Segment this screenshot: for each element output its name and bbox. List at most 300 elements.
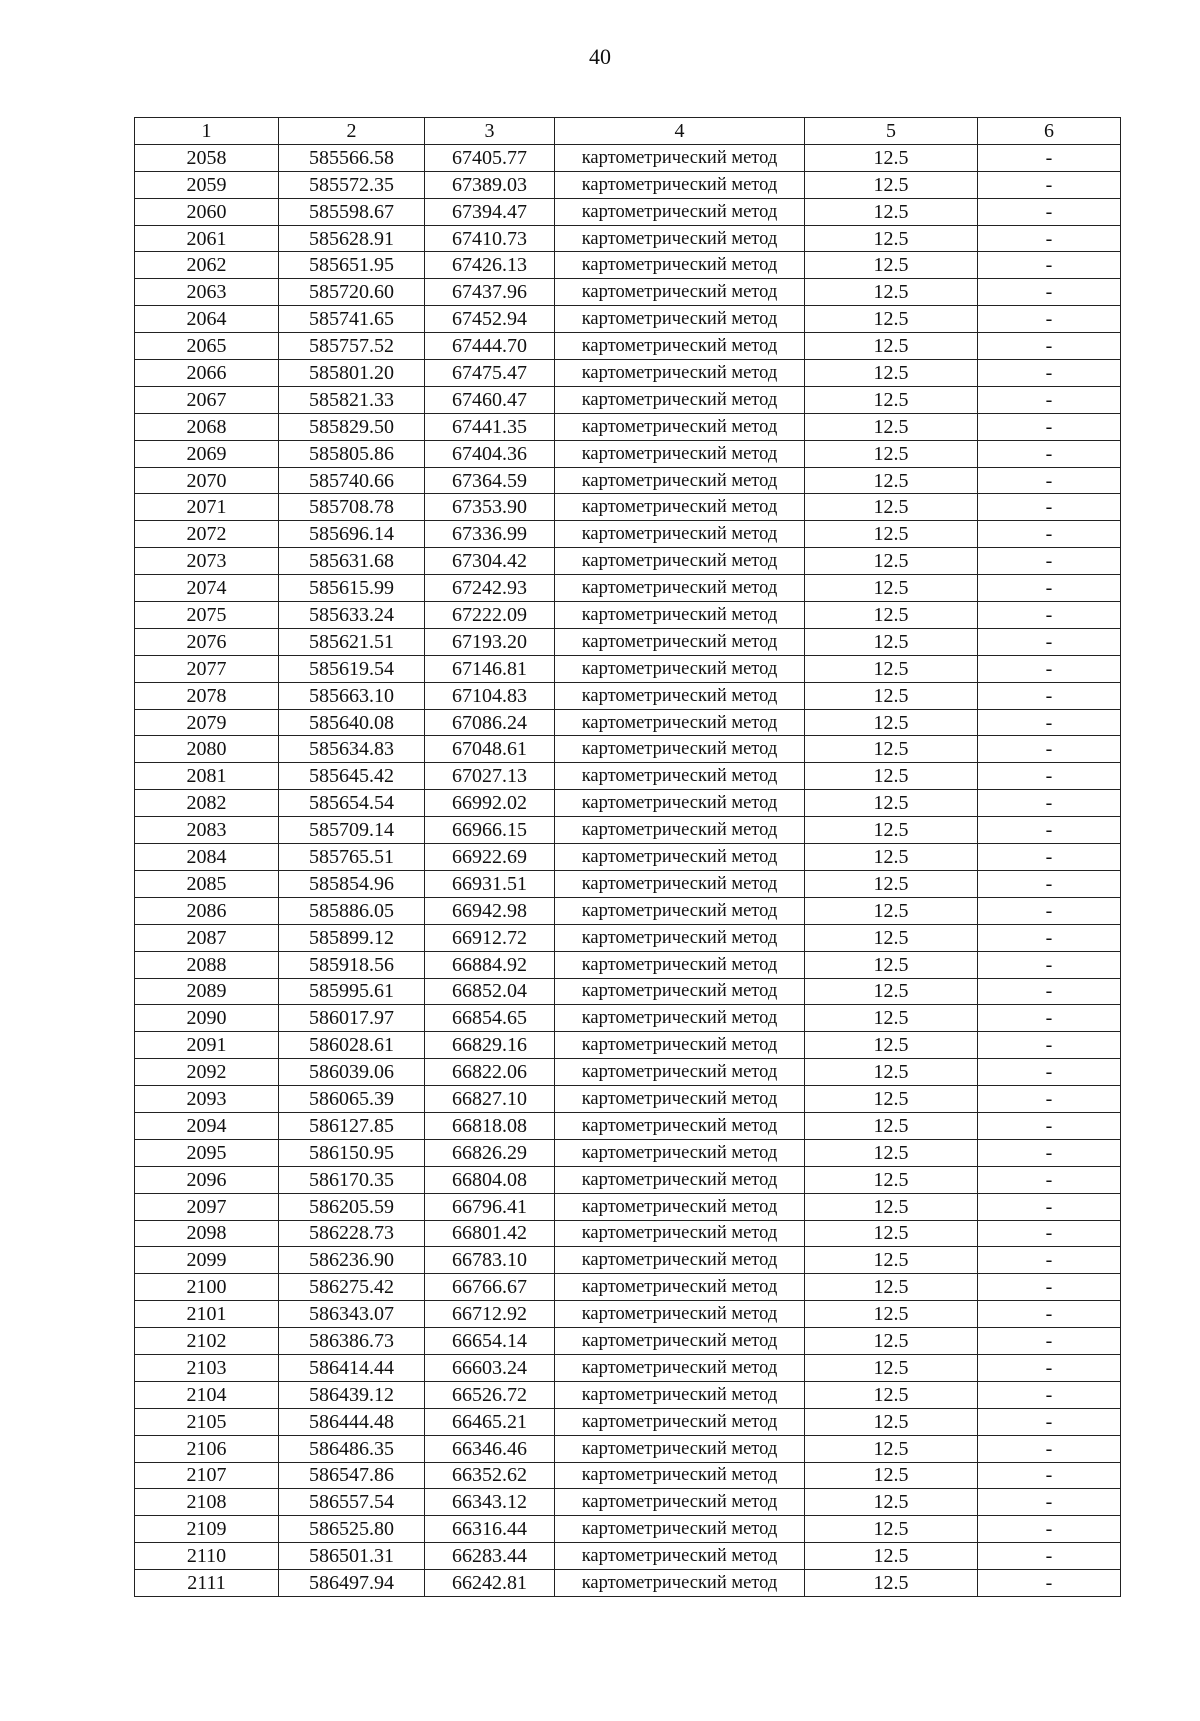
table-row bbox=[135, 1462, 1121, 1489]
point-number-cell: 2098 bbox=[135, 1220, 279, 1247]
point-number-cell: 2064 bbox=[135, 306, 279, 333]
table-row bbox=[135, 144, 1121, 171]
point-number-cell: 2091 bbox=[135, 1032, 279, 1059]
y-coordinate-cell: 66352.62 bbox=[425, 1462, 555, 1489]
method-cell: картометрический метод bbox=[555, 198, 805, 225]
note-cell: - bbox=[978, 1489, 1121, 1516]
x-coordinate-cell: 586444.48 bbox=[279, 1408, 425, 1435]
table-row bbox=[135, 1489, 1121, 1516]
method-cell: картометрический метод bbox=[555, 897, 805, 924]
method-cell: картометрический метод bbox=[555, 1543, 805, 1570]
x-coordinate-cell: 585708.78 bbox=[279, 494, 425, 521]
y-coordinate-cell: 67426.13 bbox=[425, 252, 555, 279]
note-cell: - bbox=[978, 1005, 1121, 1032]
x-coordinate-cell: 585696.14 bbox=[279, 521, 425, 548]
note-cell: - bbox=[978, 1274, 1121, 1301]
x-coordinate-cell: 585757.52 bbox=[279, 333, 425, 360]
accuracy-cell: 12.5 bbox=[805, 628, 978, 655]
note-cell: - bbox=[978, 1301, 1121, 1328]
table-row bbox=[135, 467, 1121, 494]
accuracy-cell: 12.5 bbox=[805, 924, 978, 951]
note-cell: - bbox=[978, 978, 1121, 1005]
x-coordinate-cell: 585654.54 bbox=[279, 790, 425, 817]
method-cell: картометрический метод bbox=[555, 1005, 805, 1032]
table-row bbox=[135, 548, 1121, 575]
accuracy-cell: 12.5 bbox=[805, 440, 978, 467]
method-cell: картометрический метод bbox=[555, 1166, 805, 1193]
x-coordinate-cell: 585854.96 bbox=[279, 870, 425, 897]
point-number-cell: 2099 bbox=[135, 1247, 279, 1274]
note-cell: - bbox=[978, 817, 1121, 844]
method-cell: картометрический метод bbox=[555, 978, 805, 1005]
note-cell: - bbox=[978, 1059, 1121, 1086]
y-coordinate-cell: 67193.20 bbox=[425, 628, 555, 655]
note-cell: - bbox=[978, 951, 1121, 978]
point-number-cell: 2111 bbox=[135, 1570, 279, 1597]
method-cell: картометрический метод bbox=[555, 709, 805, 736]
point-number-cell: 2088 bbox=[135, 951, 279, 978]
method-cell: картометрический метод bbox=[555, 790, 805, 817]
x-coordinate-cell: 585740.66 bbox=[279, 467, 425, 494]
point-number-cell: 2075 bbox=[135, 602, 279, 629]
note-cell: - bbox=[978, 1543, 1121, 1570]
accuracy-cell: 12.5 bbox=[805, 1005, 978, 1032]
table-row bbox=[135, 817, 1121, 844]
y-coordinate-cell: 66826.29 bbox=[425, 1139, 555, 1166]
accuracy-cell: 12.5 bbox=[805, 494, 978, 521]
note-cell: - bbox=[978, 1220, 1121, 1247]
note-cell: - bbox=[978, 736, 1121, 763]
y-coordinate-cell: 67389.03 bbox=[425, 171, 555, 198]
y-coordinate-cell: 67437.96 bbox=[425, 279, 555, 306]
accuracy-cell: 12.5 bbox=[805, 682, 978, 709]
note-cell: - bbox=[978, 360, 1121, 387]
y-coordinate-cell: 67394.47 bbox=[425, 198, 555, 225]
table-row bbox=[135, 1570, 1121, 1597]
y-coordinate-cell: 66804.08 bbox=[425, 1166, 555, 1193]
x-coordinate-cell: 586228.73 bbox=[279, 1220, 425, 1247]
x-coordinate-cell: 585631.68 bbox=[279, 548, 425, 575]
table-row bbox=[135, 1220, 1121, 1247]
table-row bbox=[135, 279, 1121, 306]
x-coordinate-cell: 585598.67 bbox=[279, 198, 425, 225]
note-cell: - bbox=[978, 252, 1121, 279]
table-row bbox=[135, 682, 1121, 709]
note-cell: - bbox=[978, 709, 1121, 736]
method-cell: картометрический метод bbox=[555, 1354, 805, 1381]
point-number-cell: 2087 bbox=[135, 924, 279, 951]
note-cell: - bbox=[978, 575, 1121, 602]
point-number-cell: 2059 bbox=[135, 171, 279, 198]
y-coordinate-cell: 66316.44 bbox=[425, 1516, 555, 1543]
note-cell: - bbox=[978, 1112, 1121, 1139]
x-coordinate-cell: 586028.61 bbox=[279, 1032, 425, 1059]
accuracy-cell: 12.5 bbox=[805, 870, 978, 897]
accuracy-cell: 12.5 bbox=[805, 1328, 978, 1355]
accuracy-cell: 12.5 bbox=[805, 1086, 978, 1113]
x-coordinate-cell: 586439.12 bbox=[279, 1381, 425, 1408]
point-number-cell: 2068 bbox=[135, 413, 279, 440]
point-number-cell: 2109 bbox=[135, 1516, 279, 1543]
table-row bbox=[135, 413, 1121, 440]
table-row bbox=[135, 1301, 1121, 1328]
table-row bbox=[135, 225, 1121, 252]
accuracy-cell: 12.5 bbox=[805, 897, 978, 924]
point-number-cell: 2066 bbox=[135, 360, 279, 387]
point-number-cell: 2073 bbox=[135, 548, 279, 575]
table-row bbox=[135, 1516, 1121, 1543]
x-coordinate-cell: 585801.20 bbox=[279, 360, 425, 387]
y-coordinate-cell: 66783.10 bbox=[425, 1247, 555, 1274]
point-number-cell: 2090 bbox=[135, 1005, 279, 1032]
accuracy-cell: 12.5 bbox=[805, 386, 978, 413]
y-coordinate-cell: 66242.81 bbox=[425, 1570, 555, 1597]
accuracy-cell: 12.5 bbox=[805, 1489, 978, 1516]
y-coordinate-cell: 67404.36 bbox=[425, 440, 555, 467]
point-number-cell: 2095 bbox=[135, 1139, 279, 1166]
note-cell: - bbox=[978, 440, 1121, 467]
note-cell: - bbox=[978, 225, 1121, 252]
table-row bbox=[135, 521, 1121, 548]
method-cell: картометрический метод bbox=[555, 225, 805, 252]
x-coordinate-cell: 585663.10 bbox=[279, 682, 425, 709]
note-cell: - bbox=[978, 628, 1121, 655]
table-row bbox=[135, 870, 1121, 897]
accuracy-cell: 12.5 bbox=[805, 951, 978, 978]
note-cell: - bbox=[978, 333, 1121, 360]
x-coordinate-cell: 586039.06 bbox=[279, 1059, 425, 1086]
method-cell: картометрический метод bbox=[555, 467, 805, 494]
x-coordinate-cell: 586414.44 bbox=[279, 1354, 425, 1381]
y-coordinate-cell: 66603.24 bbox=[425, 1354, 555, 1381]
table-row bbox=[135, 360, 1121, 387]
point-number-cell: 2101 bbox=[135, 1301, 279, 1328]
accuracy-cell: 12.5 bbox=[805, 1139, 978, 1166]
method-cell: картометрический метод bbox=[555, 1408, 805, 1435]
header-cell-2: 2 bbox=[279, 118, 425, 145]
y-coordinate-cell: 66992.02 bbox=[425, 790, 555, 817]
table-row bbox=[135, 844, 1121, 871]
method-cell: картометрический метод bbox=[555, 870, 805, 897]
coordinates-table bbox=[134, 117, 1121, 1597]
point-number-cell: 2110 bbox=[135, 1543, 279, 1570]
x-coordinate-cell: 585918.56 bbox=[279, 951, 425, 978]
method-cell: картометрический метод bbox=[555, 1220, 805, 1247]
method-cell: картометрический метод bbox=[555, 1328, 805, 1355]
table-row bbox=[135, 602, 1121, 629]
y-coordinate-cell: 66526.72 bbox=[425, 1381, 555, 1408]
y-coordinate-cell: 67405.77 bbox=[425, 144, 555, 171]
method-cell: картометрический метод bbox=[555, 548, 805, 575]
note-cell: - bbox=[978, 1193, 1121, 1220]
y-coordinate-cell: 67452.94 bbox=[425, 306, 555, 333]
method-cell: картометрический метод bbox=[555, 844, 805, 871]
point-number-cell: 2077 bbox=[135, 655, 279, 682]
x-coordinate-cell: 585805.86 bbox=[279, 440, 425, 467]
y-coordinate-cell: 66854.65 bbox=[425, 1005, 555, 1032]
accuracy-cell: 12.5 bbox=[805, 655, 978, 682]
table-row bbox=[135, 978, 1121, 1005]
accuracy-cell: 12.5 bbox=[805, 1220, 978, 1247]
accuracy-cell: 12.5 bbox=[805, 709, 978, 736]
table-row bbox=[135, 628, 1121, 655]
y-coordinate-cell: 66818.08 bbox=[425, 1112, 555, 1139]
method-cell: картометрический метод bbox=[555, 1462, 805, 1489]
accuracy-cell: 12.5 bbox=[805, 1112, 978, 1139]
y-coordinate-cell: 67410.73 bbox=[425, 225, 555, 252]
point-number-cell: 2061 bbox=[135, 225, 279, 252]
point-number-cell: 2074 bbox=[135, 575, 279, 602]
y-coordinate-cell: 67048.61 bbox=[425, 736, 555, 763]
note-cell: - bbox=[978, 171, 1121, 198]
method-cell: картометрический метод bbox=[555, 1489, 805, 1516]
method-cell: картометрический метод bbox=[555, 413, 805, 440]
x-coordinate-cell: 585621.51 bbox=[279, 628, 425, 655]
note-cell: - bbox=[978, 1247, 1121, 1274]
table-row bbox=[135, 736, 1121, 763]
method-cell: картометрический метод bbox=[555, 1193, 805, 1220]
method-cell: картометрический метод bbox=[555, 386, 805, 413]
table-row bbox=[135, 1086, 1121, 1113]
x-coordinate-cell: 585615.99 bbox=[279, 575, 425, 602]
table-row bbox=[135, 655, 1121, 682]
table-row bbox=[135, 1408, 1121, 1435]
note-cell: - bbox=[978, 1435, 1121, 1462]
note-cell: - bbox=[978, 1166, 1121, 1193]
x-coordinate-cell: 586557.54 bbox=[279, 1489, 425, 1516]
method-cell: картометрический метод bbox=[555, 924, 805, 951]
accuracy-cell: 12.5 bbox=[805, 790, 978, 817]
point-number-cell: 2060 bbox=[135, 198, 279, 225]
x-coordinate-cell: 586017.97 bbox=[279, 1005, 425, 1032]
x-coordinate-cell: 585899.12 bbox=[279, 924, 425, 951]
method-cell: картометрический метод bbox=[555, 1112, 805, 1139]
y-coordinate-cell: 66852.04 bbox=[425, 978, 555, 1005]
y-coordinate-cell: 66822.06 bbox=[425, 1059, 555, 1086]
x-coordinate-cell: 586497.94 bbox=[279, 1570, 425, 1597]
x-coordinate-cell: 586386.73 bbox=[279, 1328, 425, 1355]
x-coordinate-cell: 586170.35 bbox=[279, 1166, 425, 1193]
table-row bbox=[135, 252, 1121, 279]
note-cell: - bbox=[978, 897, 1121, 924]
point-number-cell: 2105 bbox=[135, 1408, 279, 1435]
page-number: 40 bbox=[589, 44, 611, 69]
y-coordinate-cell: 66801.42 bbox=[425, 1220, 555, 1247]
point-number-cell: 2076 bbox=[135, 628, 279, 655]
accuracy-cell: 12.5 bbox=[805, 171, 978, 198]
table-row bbox=[135, 1139, 1121, 1166]
x-coordinate-cell: 585765.51 bbox=[279, 844, 425, 871]
point-number-cell: 2107 bbox=[135, 1462, 279, 1489]
y-coordinate-cell: 67242.93 bbox=[425, 575, 555, 602]
point-number-cell: 2080 bbox=[135, 736, 279, 763]
y-coordinate-cell: 67104.83 bbox=[425, 682, 555, 709]
point-number-cell: 2092 bbox=[135, 1059, 279, 1086]
note-cell: - bbox=[978, 1570, 1121, 1597]
method-cell: картометрический метод bbox=[555, 1032, 805, 1059]
method-cell: картометрический метод bbox=[555, 1274, 805, 1301]
point-number-cell: 2058 bbox=[135, 144, 279, 171]
x-coordinate-cell: 585633.24 bbox=[279, 602, 425, 629]
x-coordinate-cell: 585572.35 bbox=[279, 171, 425, 198]
accuracy-cell: 12.5 bbox=[805, 1516, 978, 1543]
y-coordinate-cell: 66712.92 bbox=[425, 1301, 555, 1328]
x-coordinate-cell: 585995.61 bbox=[279, 978, 425, 1005]
accuracy-cell: 12.5 bbox=[805, 1381, 978, 1408]
note-cell: - bbox=[978, 924, 1121, 951]
note-cell: - bbox=[978, 790, 1121, 817]
x-coordinate-cell: 586501.31 bbox=[279, 1543, 425, 1570]
table-row bbox=[135, 575, 1121, 602]
table-row bbox=[135, 1354, 1121, 1381]
table-row bbox=[135, 1193, 1121, 1220]
table-row bbox=[135, 1112, 1121, 1139]
y-coordinate-cell: 67444.70 bbox=[425, 333, 555, 360]
y-coordinate-cell: 66465.21 bbox=[425, 1408, 555, 1435]
x-coordinate-cell: 586547.86 bbox=[279, 1462, 425, 1489]
accuracy-cell: 12.5 bbox=[805, 1032, 978, 1059]
x-coordinate-cell: 585741.65 bbox=[279, 306, 425, 333]
point-number-cell: 2108 bbox=[135, 1489, 279, 1516]
table-row bbox=[135, 1166, 1121, 1193]
accuracy-cell: 12.5 bbox=[805, 1301, 978, 1328]
point-number-cell: 2097 bbox=[135, 1193, 279, 1220]
x-coordinate-cell: 585886.05 bbox=[279, 897, 425, 924]
method-cell: картометрический метод bbox=[555, 1059, 805, 1086]
point-number-cell: 2102 bbox=[135, 1328, 279, 1355]
table-row bbox=[135, 897, 1121, 924]
method-cell: картометрический метод bbox=[555, 817, 805, 844]
accuracy-cell: 12.5 bbox=[805, 1354, 978, 1381]
note-cell: - bbox=[978, 198, 1121, 225]
note-cell: - bbox=[978, 1381, 1121, 1408]
y-coordinate-cell: 66766.67 bbox=[425, 1274, 555, 1301]
method-cell: картометрический метод bbox=[555, 306, 805, 333]
x-coordinate-cell: 585566.58 bbox=[279, 144, 425, 171]
note-cell: - bbox=[978, 306, 1121, 333]
note-cell: - bbox=[978, 763, 1121, 790]
accuracy-cell: 12.5 bbox=[805, 413, 978, 440]
point-number-cell: 2069 bbox=[135, 440, 279, 467]
point-number-cell: 2104 bbox=[135, 1381, 279, 1408]
accuracy-cell: 12.5 bbox=[805, 252, 978, 279]
point-number-cell: 2096 bbox=[135, 1166, 279, 1193]
x-coordinate-cell: 585709.14 bbox=[279, 817, 425, 844]
table-row bbox=[135, 924, 1121, 951]
y-coordinate-cell: 67441.35 bbox=[425, 413, 555, 440]
method-cell: картометрический метод bbox=[555, 1247, 805, 1274]
method-cell: картометрический метод bbox=[555, 763, 805, 790]
method-cell: картометрический метод bbox=[555, 521, 805, 548]
note-cell: - bbox=[978, 1032, 1121, 1059]
note-cell: - bbox=[978, 682, 1121, 709]
table-row bbox=[135, 171, 1121, 198]
method-cell: картометрический метод bbox=[555, 655, 805, 682]
table-row bbox=[135, 1543, 1121, 1570]
y-coordinate-cell: 66884.92 bbox=[425, 951, 555, 978]
table-row bbox=[135, 1005, 1121, 1032]
x-coordinate-cell: 585829.50 bbox=[279, 413, 425, 440]
method-cell: картометрический метод bbox=[555, 360, 805, 387]
point-number-cell: 2062 bbox=[135, 252, 279, 279]
table-row bbox=[135, 951, 1121, 978]
x-coordinate-cell: 586150.95 bbox=[279, 1139, 425, 1166]
y-coordinate-cell: 67222.09 bbox=[425, 602, 555, 629]
accuracy-cell: 12.5 bbox=[805, 333, 978, 360]
x-coordinate-cell: 586127.85 bbox=[279, 1112, 425, 1139]
y-coordinate-cell: 66283.44 bbox=[425, 1543, 555, 1570]
method-cell: картометрический метод bbox=[555, 1086, 805, 1113]
table-row bbox=[135, 1247, 1121, 1274]
header-cell-6: 6 bbox=[978, 118, 1121, 145]
header-cell-1: 1 bbox=[135, 118, 279, 145]
y-coordinate-cell: 67460.47 bbox=[425, 386, 555, 413]
table-row bbox=[135, 1032, 1121, 1059]
table-row bbox=[135, 386, 1121, 413]
x-coordinate-cell: 585640.08 bbox=[279, 709, 425, 736]
x-coordinate-cell: 586205.59 bbox=[279, 1193, 425, 1220]
accuracy-cell: 12.5 bbox=[805, 817, 978, 844]
note-cell: - bbox=[978, 1462, 1121, 1489]
x-coordinate-cell: 585821.33 bbox=[279, 386, 425, 413]
table-row bbox=[135, 763, 1121, 790]
table-row bbox=[135, 306, 1121, 333]
header-cell-5: 5 bbox=[805, 118, 978, 145]
accuracy-cell: 12.5 bbox=[805, 521, 978, 548]
table-row bbox=[135, 440, 1121, 467]
method-cell: картометрический метод bbox=[555, 1570, 805, 1597]
note-cell: - bbox=[978, 602, 1121, 629]
point-number-cell: 2082 bbox=[135, 790, 279, 817]
accuracy-cell: 12.5 bbox=[805, 844, 978, 871]
y-coordinate-cell: 66827.10 bbox=[425, 1086, 555, 1113]
method-cell: картометрический метод bbox=[555, 1435, 805, 1462]
table-row bbox=[135, 1381, 1121, 1408]
point-number-cell: 2085 bbox=[135, 870, 279, 897]
note-cell: - bbox=[978, 279, 1121, 306]
table-row bbox=[135, 1059, 1121, 1086]
note-cell: - bbox=[978, 1328, 1121, 1355]
point-number-cell: 2070 bbox=[135, 467, 279, 494]
accuracy-cell: 12.5 bbox=[805, 225, 978, 252]
point-number-cell: 2063 bbox=[135, 279, 279, 306]
accuracy-cell: 12.5 bbox=[805, 279, 978, 306]
y-coordinate-cell: 66912.72 bbox=[425, 924, 555, 951]
point-number-cell: 2086 bbox=[135, 897, 279, 924]
x-coordinate-cell: 585628.91 bbox=[279, 225, 425, 252]
y-coordinate-cell: 66829.16 bbox=[425, 1032, 555, 1059]
method-cell: картометрический метод bbox=[555, 1139, 805, 1166]
table-row bbox=[135, 709, 1121, 736]
y-coordinate-cell: 67086.24 bbox=[425, 709, 555, 736]
point-number-cell: 2100 bbox=[135, 1274, 279, 1301]
note-cell: - bbox=[978, 144, 1121, 171]
accuracy-cell: 12.5 bbox=[805, 1435, 978, 1462]
x-coordinate-cell: 585651.95 bbox=[279, 252, 425, 279]
method-cell: картометрический метод bbox=[555, 575, 805, 602]
accuracy-cell: 12.5 bbox=[805, 736, 978, 763]
header-cell-3: 3 bbox=[425, 118, 555, 145]
accuracy-cell: 12.5 bbox=[805, 763, 978, 790]
table-row bbox=[135, 790, 1121, 817]
y-coordinate-cell: 67475.47 bbox=[425, 360, 555, 387]
method-cell: картометрический метод bbox=[555, 144, 805, 171]
y-coordinate-cell: 67304.42 bbox=[425, 548, 555, 575]
y-coordinate-cell: 66922.69 bbox=[425, 844, 555, 871]
note-cell: - bbox=[978, 844, 1121, 871]
point-number-cell: 2081 bbox=[135, 763, 279, 790]
header-row bbox=[135, 118, 1121, 145]
